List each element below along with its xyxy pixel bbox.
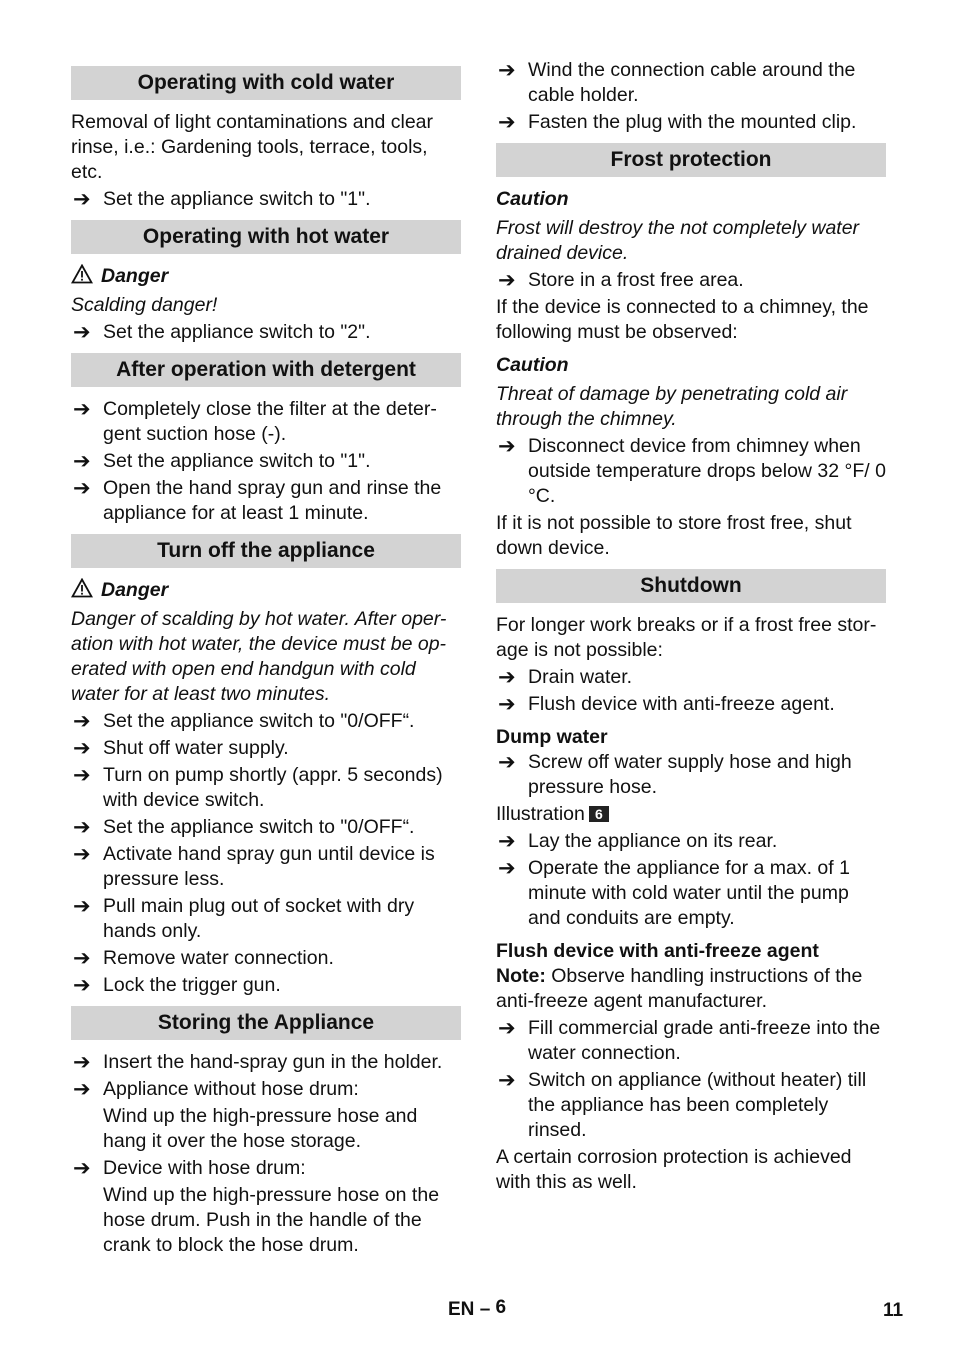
step-item (71, 397, 461, 447)
step-text: Set the appliance switch to "1". (103, 450, 371, 472)
step-item (71, 842, 461, 892)
section-storing (71, 1006, 461, 1258)
step-item (71, 1050, 461, 1075)
arrow-right-icon: ➔ (73, 895, 91, 918)
step-text: Lay the appliance on its rear. (528, 830, 778, 852)
section-heading: Operating with cold water (71, 66, 461, 100)
section-cold-water (71, 66, 461, 212)
arrow-right-icon: ➔ (498, 111, 516, 134)
step-item (496, 665, 886, 690)
step-item (71, 1077, 461, 1102)
arrow-right-icon: ➔ (498, 1069, 516, 1092)
step-item (496, 58, 886, 108)
danger-label-text: Danger (101, 265, 169, 287)
arrow-right-icon: ➔ (73, 764, 91, 787)
step-text: Device with hose drum: (103, 1157, 306, 1179)
paragraph: A certain corrosion protection is achieved with this as well. (496, 1146, 852, 1193)
step-text: Appliance without hose drum: (103, 1078, 359, 1100)
section-shutdown (496, 569, 886, 1195)
step-text: Set the appliance switch to "0/OFF“. (103, 816, 415, 838)
arrow-right-icon: ➔ (73, 188, 91, 211)
step-subtext: Wind up the high-pressure hose and hang it over the hose storage. (103, 1105, 418, 1152)
arrow-right-icon: ➔ (73, 1157, 91, 1180)
step-text: Activate hand spray gun until device is pressure less. (103, 843, 435, 890)
step-item (496, 434, 886, 509)
section-turn-off (71, 534, 461, 998)
paragraph: If the device is connected to a chimney, the following must be observed: (496, 296, 869, 343)
step-item (496, 1016, 886, 1066)
step-text: Switch on appliance (without heater) till the appliance has been completely rinsed. (528, 1069, 867, 1141)
arrow-right-icon: ➔ (73, 816, 91, 839)
section-heading: After operation with detergent (71, 353, 461, 387)
step-text: Set the appliance switch to "2". (103, 321, 371, 343)
footer-language-code (448, 1297, 506, 1322)
illustration-reference (496, 802, 886, 827)
arrow-right-icon: ➔ (498, 751, 516, 774)
step-text: Pull main plug out of socket with dry hands only. (103, 895, 415, 942)
step-item (496, 829, 886, 854)
section-frost-protection (496, 143, 886, 561)
section-heading: Operating with hot water (71, 220, 461, 254)
arrow-right-icon: ➔ (498, 857, 516, 880)
danger-label (71, 264, 461, 289)
section-hot-water (71, 220, 461, 345)
step-text: Operate the appliance for a max. of 1 minute with cold water until the pump and conduits are empty. (528, 857, 850, 929)
arrow-right-icon: ➔ (73, 974, 91, 997)
step-item (496, 1068, 886, 1143)
step-text: Set the appliance switch to "1". (103, 188, 371, 210)
illustration-label: Illustration (496, 803, 585, 825)
paragraph: Removal of light contaminations and clear rinse, i.e.: Gardening tools, terrace, tools, etc. (71, 111, 434, 183)
step-text: Wind the connection cable around the cable holder. (528, 59, 856, 106)
section-heading: Turn off the appliance (71, 534, 461, 568)
danger-text: Danger of scalding by hot water. After oper-ation with hot water, the device must be op-erated with open end handgun with cold water for at least two minutes. (71, 608, 447, 705)
step-text: Open the hand spray gun and rinse the appliance for at least 1 minute. (103, 477, 442, 524)
arrow-right-icon: ➔ (73, 321, 91, 344)
paragraph: For longer work breaks or if a frost free stor-age is not possible: (496, 614, 877, 661)
arrow-right-icon: ➔ (498, 666, 516, 689)
arrow-right-icon: ➔ (73, 843, 91, 866)
caution-text: Frost will destroy the not completely water drained device. (496, 217, 860, 264)
arrow-right-icon: ➔ (498, 59, 516, 82)
step-item (71, 946, 461, 971)
section-heading: Storing the Appliance (71, 1006, 461, 1040)
arrow-right-icon: ➔ (498, 693, 516, 716)
step-subtext: Wind up the high-pressure hose on the hose drum. Push in the handle of the crank to block the hose drum. (103, 1184, 440, 1256)
step-text: Fill commercial grade anti-freeze into the water connection. (528, 1017, 881, 1064)
illustration-number-badge: 6 (589, 806, 609, 822)
step-text: Fasten the plug with the mounted clip. (528, 111, 857, 133)
caution-label: Caution (496, 188, 569, 210)
section-heading: Shutdown (496, 569, 886, 603)
arrow-right-icon: ➔ (73, 710, 91, 733)
arrow-right-icon: ➔ (73, 450, 91, 473)
subheading-dump-water: Dump water (496, 726, 608, 748)
arrow-right-icon: ➔ (73, 737, 91, 760)
note (496, 964, 886, 1014)
step-item (496, 856, 886, 931)
section-heading: Frost protection (496, 143, 886, 177)
arrow-right-icon: ➔ (498, 1017, 516, 1040)
step-text: Remove water connection. (103, 947, 334, 969)
step-text: Set the appliance switch to "0/OFF“. (103, 710, 415, 732)
step-text: Screw off water supply hose and high pressure hose. (528, 751, 852, 798)
step-item (71, 476, 461, 526)
arrow-right-icon: ➔ (498, 269, 516, 292)
step-item (71, 449, 461, 474)
step-item (71, 973, 461, 998)
danger-label-text: Danger (101, 579, 169, 601)
danger-label (71, 578, 461, 603)
step-item (496, 110, 886, 135)
step-text: Turn on pump shortly (appr. 5 seconds) with device switch. (103, 764, 443, 811)
page-number: 11 (883, 1300, 904, 1321)
step-text: Store in a frost free area. (528, 269, 744, 291)
step-item (496, 692, 886, 717)
footer-sub-page: 6 (495, 1297, 507, 1318)
warning-triangle-icon (71, 264, 93, 284)
arrow-right-icon: ➔ (73, 477, 91, 500)
arrow-right-icon: ➔ (498, 435, 516, 458)
step-item (496, 268, 886, 293)
arrow-right-icon: ➔ (73, 947, 91, 970)
arrow-right-icon: ➔ (73, 398, 91, 421)
subheading-flush-device: Flush device with anti-freeze agent (496, 940, 819, 962)
continued-steps (496, 58, 886, 135)
step-text: Shut off water supply. (103, 737, 289, 759)
danger-text: Scalding danger! (71, 294, 218, 316)
right-column (496, 58, 886, 1197)
caution-text: Threat of damage by penetrating cold air through the chimney. (496, 383, 848, 430)
paragraph: If it is not possible to store frost free, shut down device. (496, 512, 852, 559)
step-item (71, 320, 461, 345)
step-item (71, 1156, 461, 1181)
step-item (496, 750, 886, 800)
step-item (71, 709, 461, 734)
caution-label: Caution (496, 354, 569, 376)
arrow-right-icon: ➔ (73, 1051, 91, 1074)
step-text: Insert the hand-spray gun in the holder. (103, 1051, 443, 1073)
step-text: Flush device with anti-freeze agent. (528, 693, 835, 715)
note-text: Observe handling instructions of the anti-freeze agent manufacturer. (496, 965, 863, 1012)
footer-dash: – (479, 1299, 491, 1320)
step-text: Lock the trigger gun. (103, 974, 281, 996)
step-item (71, 894, 461, 944)
step-item (71, 763, 461, 813)
step-text: Disconnect device from chimney when outside temperature drops below 32 °F/ 0 °C. (528, 435, 886, 507)
footer-lang: EN (448, 1299, 475, 1320)
step-item (71, 815, 461, 840)
step-item (71, 187, 461, 212)
step-item (71, 736, 461, 761)
warning-triangle-icon (71, 578, 93, 598)
step-text: Drain water. (528, 666, 633, 688)
step-text: Completely close the filter at the deter-gent suction hose (-). (103, 398, 437, 445)
arrow-right-icon: ➔ (498, 830, 516, 853)
arrow-right-icon: ➔ (73, 1078, 91, 1101)
note-label: Note: (496, 965, 546, 987)
left-column (71, 58, 461, 1260)
section-after-detergent (71, 353, 461, 526)
